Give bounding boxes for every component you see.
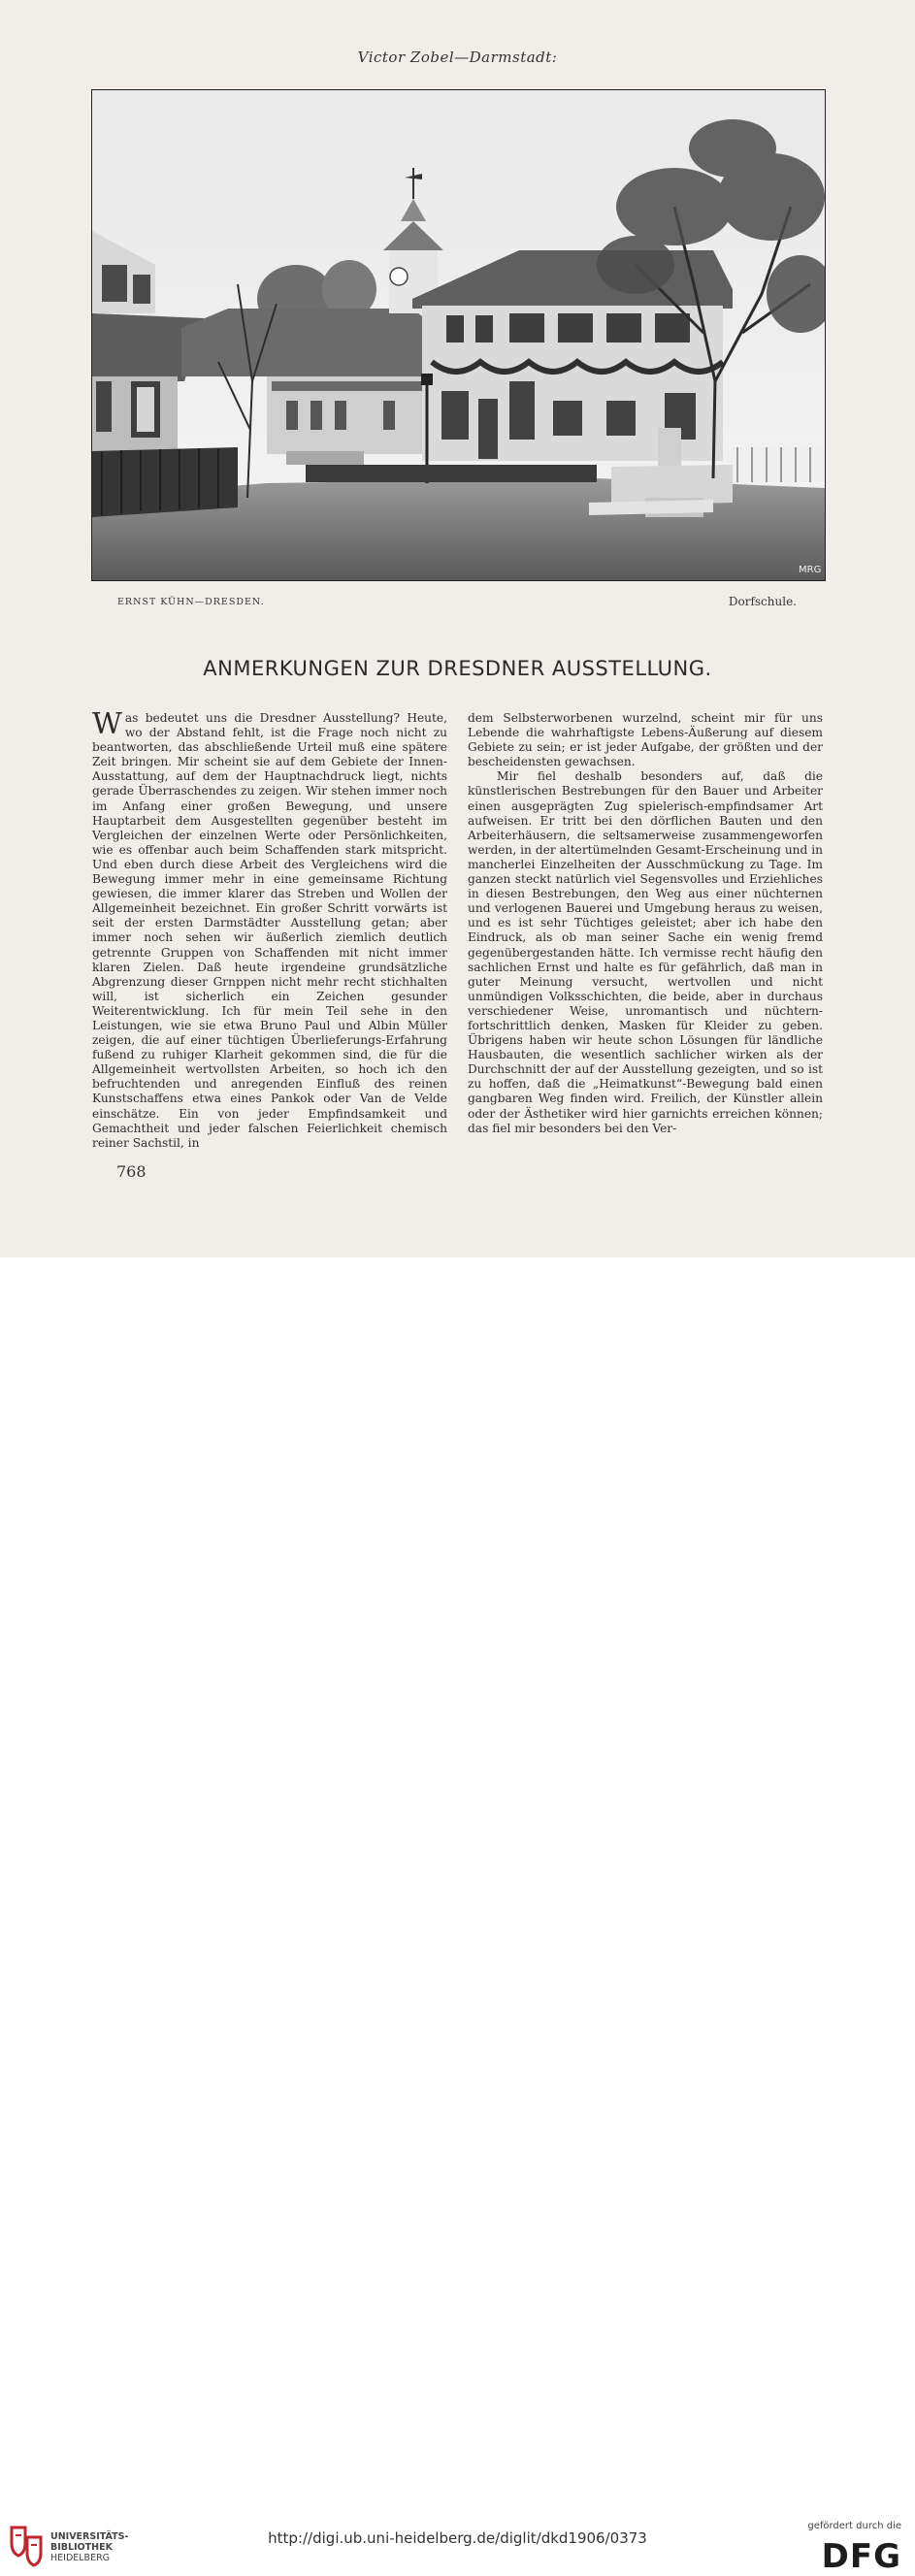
photograph-dorfschule [91, 89, 826, 581]
paragraph: dem Selbsterworbenen wurzelnd, scheint mir für uns Lebende die wahrhaftigste Lebens-Äußerung auf diesem Gebiete zu sein; er ist jeder Aufgabe, der größten und der bescheidensten gewachsen. [468, 711, 823, 769]
paragraph: Mir fiel deshalb besonders auf, daß die künstlerischen Bestrebungen für den Bauer und Arbeiter einen ausgeprägten Zug spielerisch-empfindsamer Art aufweisen. Er tritt bei den dörflichen Bauten und den Arbeiterhäusern, die seltsamerweise zusammengeworfen werden, in der altertümelnden Gesamt-Erscheinung und in mancherlei Einzelheiten der Ausschmückung zu Tage. Im ganzen steckt natürlich viel Segensvolles und Erziehliches in diesen Bestrebungen, den Weg aus einer nüchternen und verlogenen Bauerei und Umgebung heraus zu weisen, und es ist sehr Tüchtiges geleistet; aber ich habe den Eindruck, als ob man seiner Sache ein wenig fremd gegenübergestanden hätte. Ich vermisse recht häufig den sachlichen Ernst und halte es für gefährlich, daß man in guter Meinung versucht, wertvollen und nicht unmündigen Volksschichten, die beide, aber in durchaus verschiedener Weise, unromantisch und nüchtern-fortschrittlich denken, Masken für Kleider zu geben. Übrigens haben wir heute schon Lösungen für ländliche Hausbauten, die wesentlich sachlicher wirken als der Durchschnitt der auf der Ausstellung gezeigten, und so ist zu hoffen, daß die „Heimatkunst“-Bewegung bald einen gangbaren Weg finden wird. Freilich, der Künstler allein oder der Ästhetiker wird hier garnichts erreichen können; das fiel mir besonders bei den Ver- [468, 769, 823, 1135]
library-name-line: UNIVERSITÄTS- [50, 2531, 129, 2542]
photo-credit: ERNST KÜHN—DRESDEN. [117, 597, 265, 607]
funded-by-label: gefördert durch die [807, 2521, 901, 2531]
paragraph [92, 707, 447, 1151]
text-column-left [92, 707, 447, 1151]
dfg-logo[interactable]: DFG [821, 2537, 901, 2576]
article-title: ANMERKUNGEN ZUR DRESDNER AUSSTELLUNG. [203, 657, 712, 680]
photo-caption: Dorfschule. [728, 595, 797, 608]
paragraph-text: as bedeutet uns die Dresdner Ausstellung? Heute, wo der Abstand fehlt, ist die Frage noch nicht zu beantworten, das abschließende Urteil muß eine spätere Zeit bringen. Mir scheint sie auf dem Gebiete der Innen-Ausstattung, auf dem der Hauptnachdruck liegt, nichts gerade Überraschendes zu zeigen. Wir stehen immer noch im Anfang einer großen Bewegung, und unsere Hauptarbeit dem Ausgestellten gegenüber besteht im Vergleichen der einzelnen Werte oder Persönlichkeiten, wie es offenbar auch beim Schaffenden stark mitspricht. Und eben durch diese Arbeit des Vergleichens wird die Bewegung immer mehr in eine gemeinsame Richtung gewiesen, die immer klarer das Streben und Wollen der Allgemeinheit bezeichnet. Ein großer Schritt vorwärts ist seit der ersten Darmstädter Ausstellung getan; aber immer noch sehen wir äußerlich ziemlich deutlich getrennte Gruppen von Schaffenden mit nicht immer klaren Zielen. Daß heute irgendeine grundsätzliche Abgrenzung dieser Grnppen nicht mehr recht stichhalten will, ist sicherlich ein Zeichen gesunder Weiterentwicklung. Ich für mein Teil sehe in den Leistungen, wie sie etwa Bruno Paul und Albin Müller zeigen, die auf einer tüchtigen Überlieferungs-Erfahrung fußend zu ruhiger Klarheit gekommen sind, die für die Allgemeinheit wertvollsten Arbeiten, so hoch ich den befruchtenden und anregenden Einfluß des reinen Kunstschaffens etwa eines Pankok oder Van de Velde einschätze. Ein von jeder Empfindsamkeit und Gemachtheit und jeder falschen Feierlichkeit chemisch reiner Sachstil, in [92, 711, 447, 1150]
photo-illustration [92, 90, 825, 580]
running-head: Victor Zobel—Darmstadt: [357, 49, 558, 66]
drop-cap: W [92, 707, 122, 741]
permalink-url[interactable]: http://digi.ub.uni-heidelberg.de/diglit/dkd1906/0373 [268, 2529, 647, 2547]
library-name-line: BIBLIOTHEK [50, 2542, 113, 2553]
viewer-footer [0, 1257, 915, 2576]
photo-monogram: MRG [799, 565, 822, 575]
page-number: 768 [116, 1162, 147, 1181]
library-name-line: HEIDELBERG [50, 2553, 111, 2563]
text-column-right [468, 711, 823, 1136]
document-page [0, 0, 915, 1257]
